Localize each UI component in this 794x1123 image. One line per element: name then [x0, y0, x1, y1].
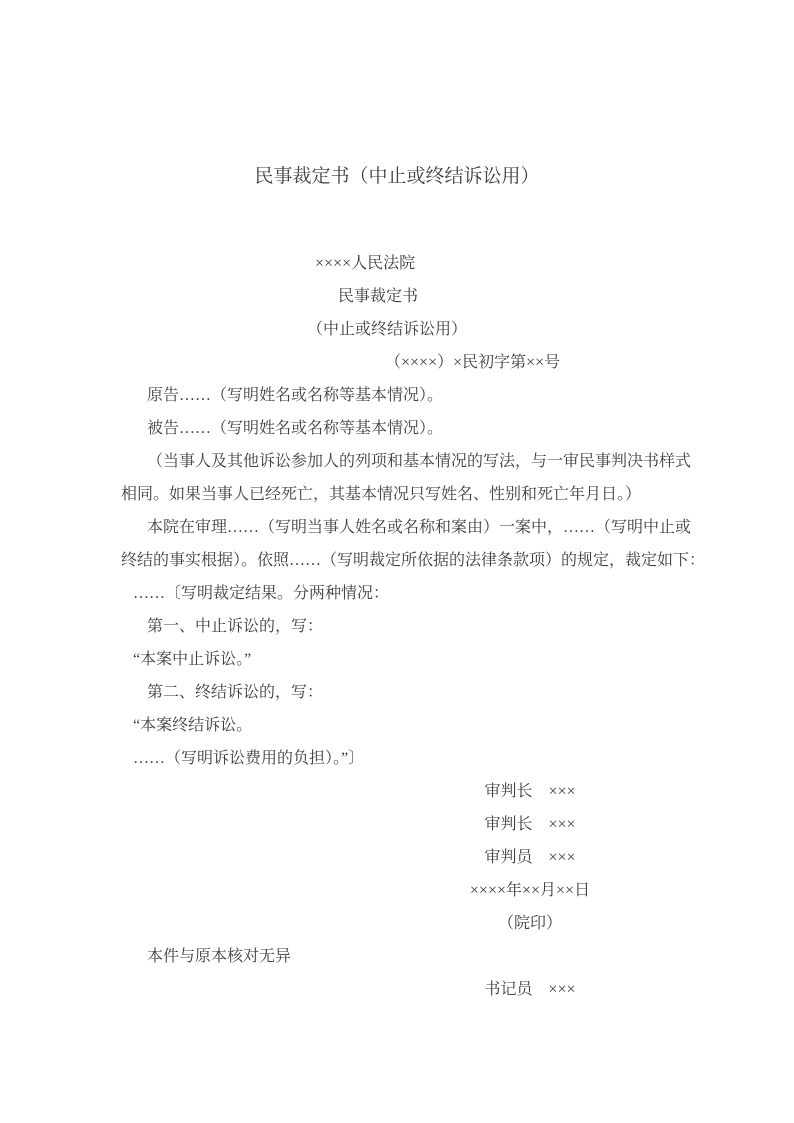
body-line-terminate-text: “本案终结诉讼。	[133, 717, 253, 734]
body-line-plaintiff: 原告……（写明姓名或名称等基本情况）。	[147, 387, 444, 404]
verification-note: 本件与原本核对无异	[147, 948, 292, 965]
judge-line	[254, 808, 794, 841]
judge-name: ×××	[548, 816, 576, 833]
body-line-case-two: 第二、终结诉讼的，写：	[147, 684, 324, 701]
body-line-parties-note-1: （当事人及其他诉讼参加人的列项和基本情况的写法，与一审民事判决书样式	[147, 453, 692, 470]
court-seal-placeholder: （院印）	[497, 915, 562, 932]
body-line-defendant: 被告……（写明姓名或名称等基本情况）。	[147, 420, 444, 437]
document-header	[121, 247, 673, 379]
body-line-ruling-note: ……〔写明裁定结果。分两种情况：	[133, 585, 390, 602]
doc-type: 民事裁定书	[338, 288, 419, 305]
judge-line	[254, 841, 794, 874]
body-line-parties-note-2: 相同。如果当事人已经死亡，其基本情况只写姓名、性别和死亡年月日。）	[121, 486, 642, 503]
date-line: ××××年××月××日	[469, 882, 591, 899]
signature-block	[121, 775, 673, 1006]
body-line-costs-note: ……（写明诉讼费用的负担）。”〕	[133, 750, 365, 767]
clerk-name: ×××	[548, 981, 576, 998]
body-line-case-intro-2: 终结的事实根据）。依照……（写明裁定所依据的法律条款项）的规定，裁定如下：	[121, 552, 706, 569]
court-name: ××××人民法院	[315, 255, 416, 272]
clerk-line	[254, 973, 794, 1006]
judge-role: 审判员	[484, 849, 533, 866]
usage-note: （中止或终结诉讼用）	[307, 321, 468, 338]
document-body	[121, 379, 706, 775]
judge-role: 审判长	[484, 816, 533, 833]
clerk-role: 书记员	[484, 981, 533, 998]
judge-line	[254, 775, 794, 808]
judge-name: ×××	[548, 783, 576, 800]
case-number: （××××）×民初字第××号	[385, 354, 561, 371]
body-line-suspend-text: “本案中止诉讼。”	[133, 651, 252, 668]
judge-role: 审判长	[484, 783, 533, 800]
page-title: 民事裁定书（中止或终结诉讼用）	[254, 166, 540, 187]
judge-name: ×××	[548, 849, 576, 866]
body-line-case-one: 第一、中止诉讼的，写：	[147, 618, 324, 635]
body-line-case-intro-1: 本院在审理……（写明当事人姓名或名称和案由）一案中，……（写明中止或	[147, 519, 692, 536]
